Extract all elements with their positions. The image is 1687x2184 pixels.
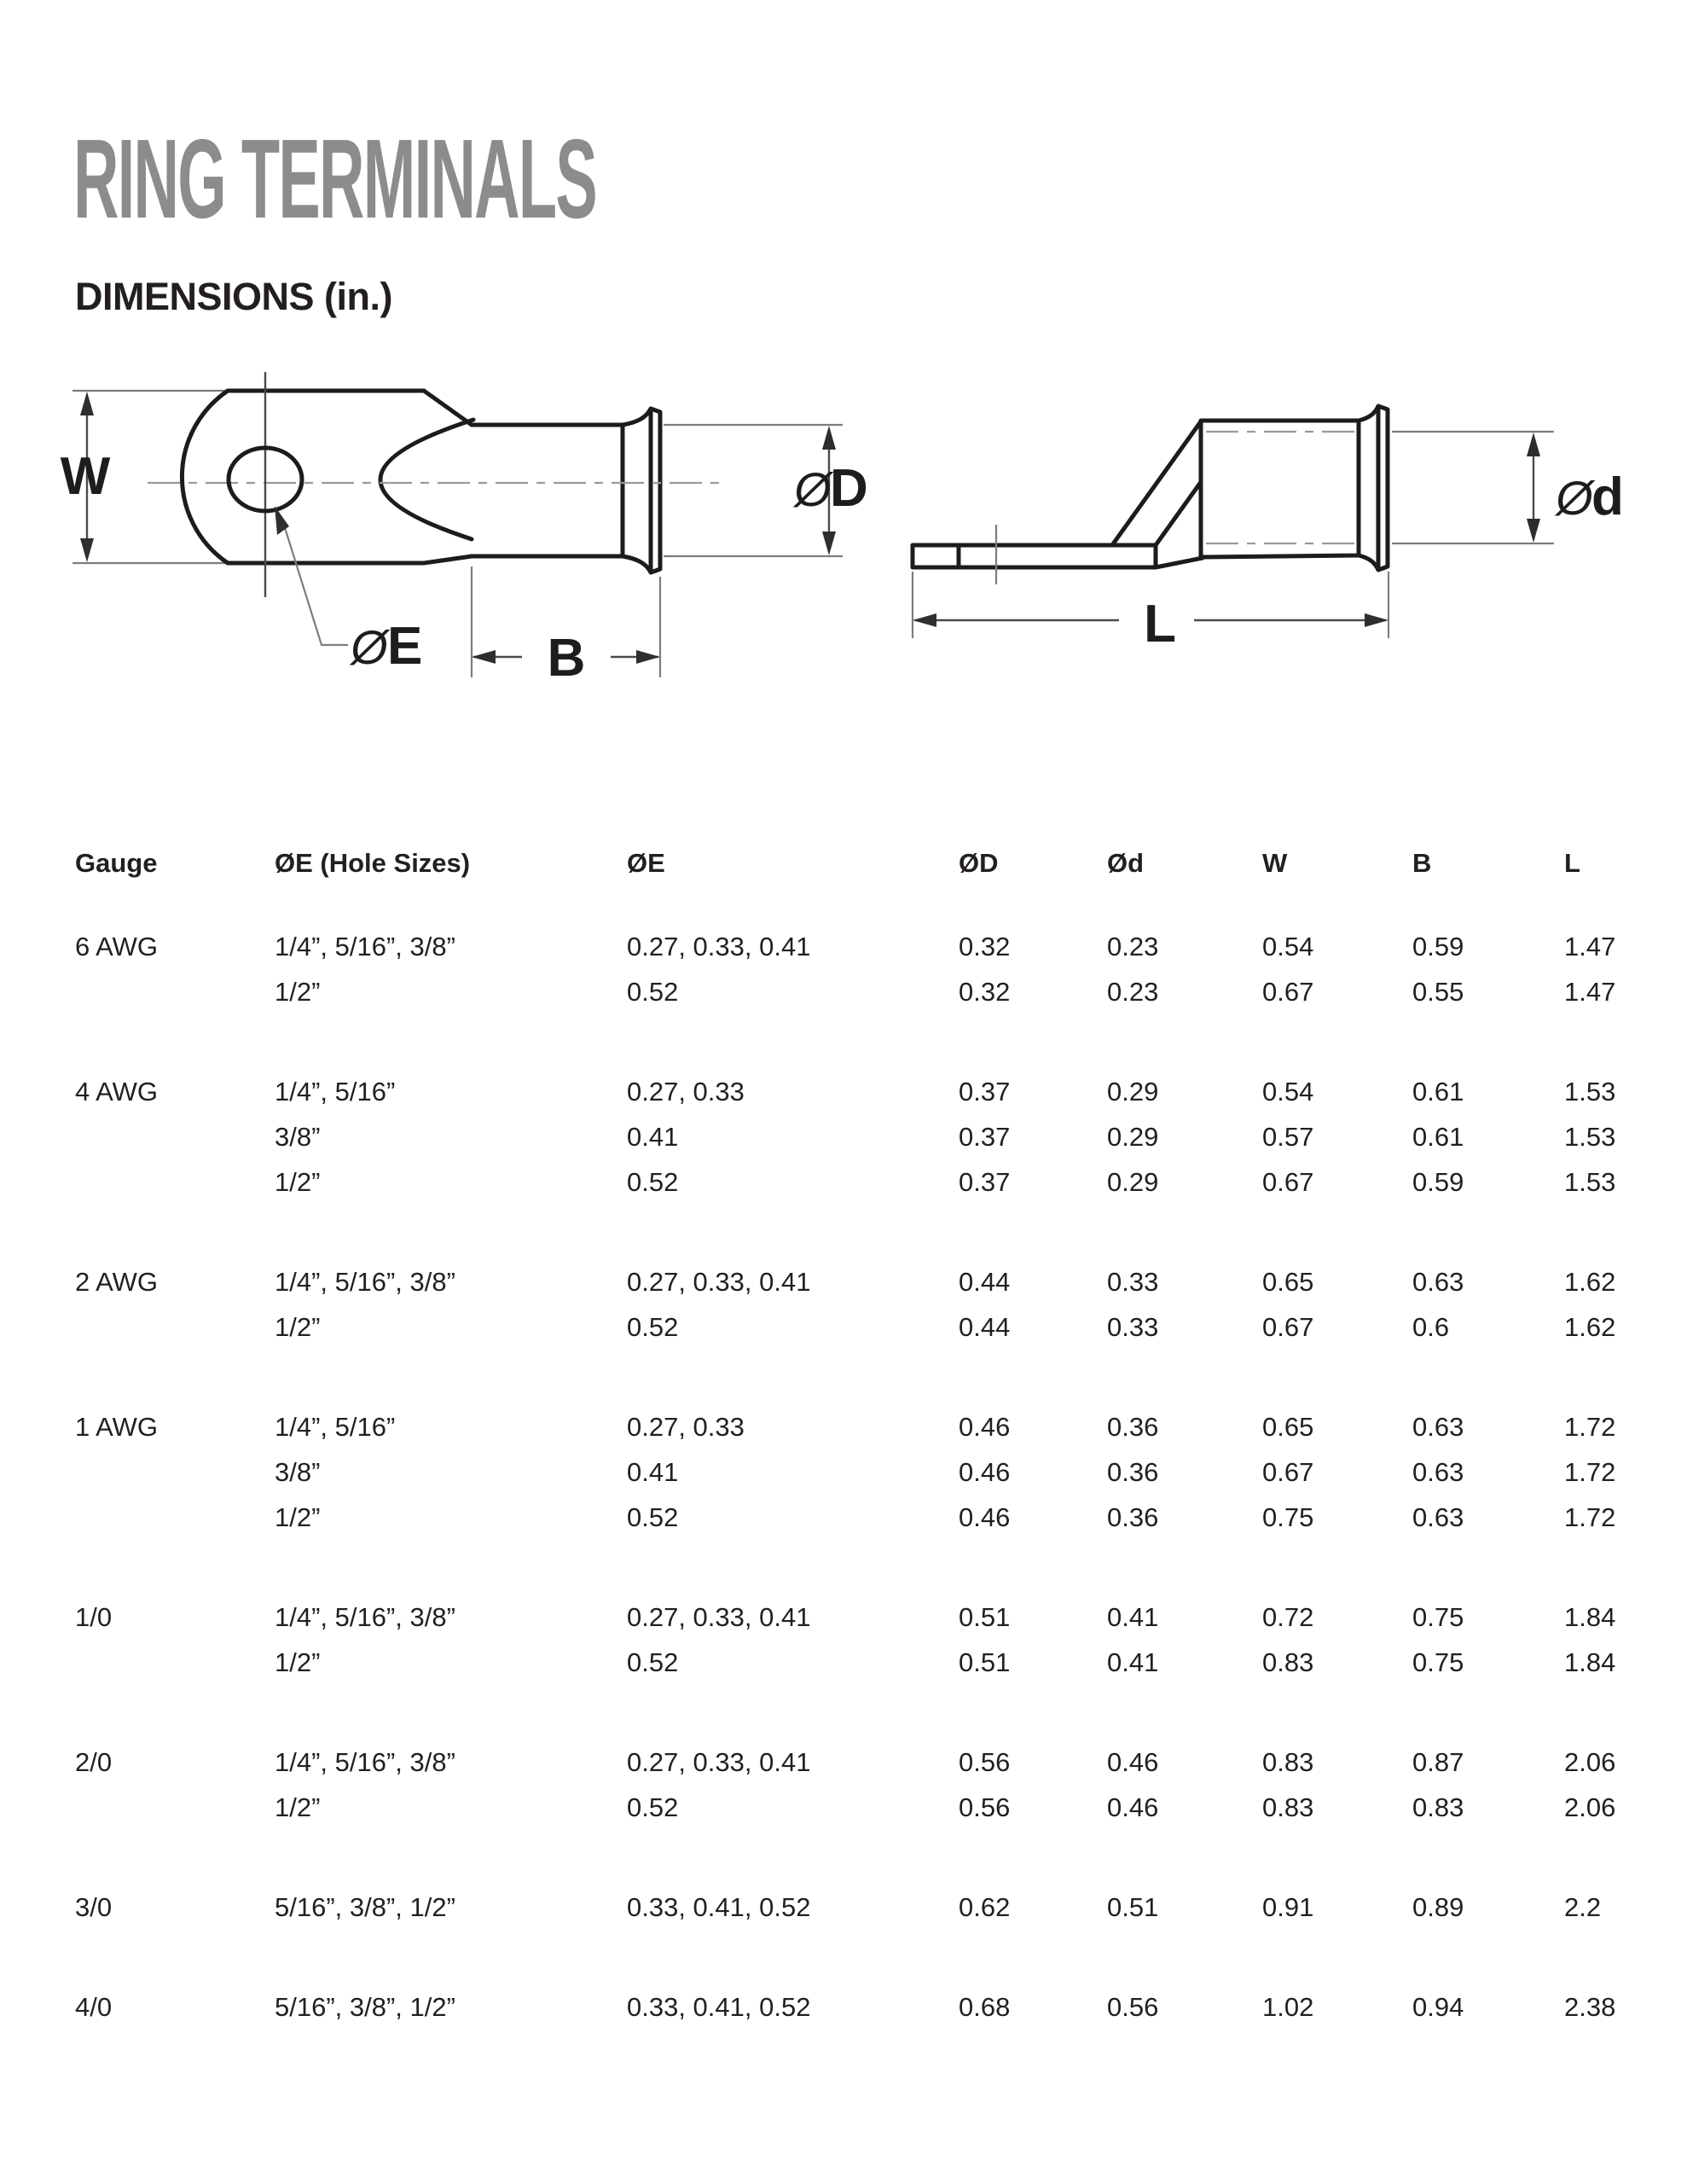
hole-diameter-label: E: [387, 617, 423, 676]
cell-od: 0.56: [959, 1747, 1011, 1777]
cell-w: 0.67: [1262, 1312, 1314, 1342]
cell-w: 0.72: [1262, 1602, 1314, 1632]
cell-w: 0.91: [1262, 1892, 1314, 1922]
gauge-group: [75, 1594, 1687, 1685]
cell-l: 1.84: [1564, 1647, 1616, 1677]
cell-oe: 0.27, 0.33, 0.41: [627, 932, 811, 961]
front-view-drawing: [61, 372, 868, 688]
cell-od-small: 0.29: [1107, 1122, 1159, 1152]
cell-b: 0.59: [1412, 932, 1464, 961]
cell-od: 0.68: [959, 1992, 1011, 2022]
cell-oe: 0.27, 0.33, 0.41: [627, 1267, 811, 1297]
column-header-hole-sizes: ØE (Hole Sizes): [275, 848, 471, 878]
table-body: [75, 924, 1687, 2030]
cell-oe: 0.33, 0.41, 0.52: [627, 1892, 811, 1922]
cell-w: 0.83: [1262, 1747, 1314, 1777]
cell-l: 2.06: [1564, 1792, 1616, 1822]
table-row: [75, 1785, 1687, 1830]
cell-od: 0.46: [959, 1457, 1011, 1487]
cell-od: 0.46: [959, 1502, 1011, 1532]
column-header-w: W: [1262, 848, 1288, 878]
cell-w: 0.54: [1262, 932, 1314, 961]
cell-od-small: 0.23: [1107, 932, 1159, 961]
wire-diameter-symbol: Ø: [1556, 471, 1593, 525]
cell-od-small: 0.29: [1107, 1167, 1159, 1197]
cell-hole-sizes: 1/2”: [275, 1167, 321, 1197]
table-row: [75, 1594, 1687, 1640]
table-row: [75, 1885, 1687, 1930]
cell-gauge: 3/0: [75, 1892, 113, 1922]
cell-od-small: 0.41: [1107, 1602, 1159, 1632]
cell-hole-sizes: 1/4”, 5/16”, 3/8”: [275, 1267, 455, 1297]
cell-od: 0.37: [959, 1122, 1011, 1152]
cell-gauge: 2 AWG: [75, 1267, 159, 1297]
table-row: [75, 1640, 1687, 1685]
barrel-diameter-label: D: [830, 459, 868, 518]
cell-b: 0.61: [1412, 1077, 1464, 1107]
cell-l: 1.53: [1564, 1077, 1616, 1107]
hole-diameter-symbol: Ø: [351, 620, 388, 674]
cell-od-small: 0.36: [1107, 1502, 1159, 1532]
cell-od-small: 0.33: [1107, 1312, 1159, 1342]
column-header-b: B: [1412, 848, 1432, 878]
cell-od-small: 0.41: [1107, 1647, 1159, 1677]
cell-b: 0.63: [1412, 1502, 1464, 1532]
cell-oe: 0.52: [627, 1502, 679, 1532]
cell-oe: 0.27, 0.33, 0.41: [627, 1747, 811, 1777]
cell-w: 0.57: [1262, 1122, 1314, 1152]
cell-w: 0.65: [1262, 1412, 1314, 1442]
cell-w: 0.65: [1262, 1267, 1314, 1297]
cell-oe: 0.41: [627, 1457, 679, 1487]
cell-w: 0.75: [1262, 1502, 1314, 1532]
barrel-length-label: B: [547, 629, 586, 688]
cell-od-small: 0.23: [1107, 977, 1159, 1007]
column-header-l: L: [1564, 848, 1580, 878]
cell-l: 2.06: [1564, 1747, 1616, 1777]
cell-gauge: 2/0: [75, 1747, 113, 1777]
cell-l: 1.47: [1564, 932, 1616, 961]
table-row: [75, 1259, 1687, 1304]
cell-w: 0.67: [1262, 977, 1314, 1007]
gauge-group: [75, 924, 1687, 1014]
cell-od: 0.37: [959, 1077, 1011, 1107]
cell-oe: 0.41: [627, 1122, 679, 1152]
gauge-group: [75, 1069, 1687, 1205]
cell-b: 0.75: [1412, 1602, 1464, 1632]
cell-oe: 0.27, 0.33: [627, 1077, 745, 1107]
table-row: [75, 1304, 1687, 1350]
cell-od-small: 0.51: [1107, 1892, 1159, 1922]
cell-l: 1.53: [1564, 1122, 1616, 1152]
gauge-group: [75, 1885, 1687, 1930]
cell-b: 0.61: [1412, 1122, 1464, 1152]
cell-hole-sizes: 5/16”, 3/8”, 1/2”: [275, 1892, 455, 1922]
cell-oe: 0.27, 0.33, 0.41: [627, 1602, 811, 1632]
dimensions-table: [75, 840, 1687, 2030]
cell-hole-sizes: 1/4”, 5/16”, 3/8”: [275, 1747, 455, 1777]
table-header-row: [75, 840, 1687, 886]
cell-w: 0.67: [1262, 1457, 1314, 1487]
cell-w: 0.54: [1262, 1077, 1314, 1107]
page-title: RING TERMINALS: [73, 116, 596, 241]
cell-od-small: 0.56: [1107, 1992, 1159, 2022]
width-dimension-label: W: [60, 447, 111, 506]
section-heading: DIMENSIONS (in.): [75, 275, 392, 318]
cell-b: 0.87: [1412, 1747, 1464, 1777]
cell-od: 0.56: [959, 1792, 1011, 1822]
barrel-diameter-symbol: Ø: [794, 462, 832, 516]
cell-b: 0.89: [1412, 1892, 1464, 1922]
cell-b: 0.75: [1412, 1647, 1464, 1677]
cell-l: 1.62: [1564, 1267, 1616, 1297]
cell-b: 0.63: [1412, 1267, 1464, 1297]
cell-b: 0.55: [1412, 977, 1464, 1007]
cell-hole-sizes: 1/2”: [275, 1312, 321, 1342]
column-header-oe: ØE: [627, 848, 665, 878]
cell-hole-sizes: 1/2”: [275, 1502, 321, 1532]
cell-gauge: 1 AWG: [75, 1412, 159, 1442]
gauge-group: [75, 1259, 1687, 1350]
cell-b: 0.59: [1412, 1167, 1464, 1197]
cell-hole-sizes: 3/8”: [275, 1122, 321, 1152]
cell-od-small: 0.46: [1107, 1747, 1159, 1777]
cell-od-small: 0.46: [1107, 1792, 1159, 1822]
table-row: [75, 924, 1687, 969]
cell-hole-sizes: 1/4”, 5/16”: [275, 1077, 396, 1107]
cell-hole-sizes: 1/4”, 5/16”: [275, 1412, 396, 1442]
cell-b: 0.83: [1412, 1792, 1464, 1822]
cell-l: 1.47: [1564, 977, 1616, 1007]
cell-hole-sizes: 5/16”, 3/8”, 1/2”: [275, 1992, 455, 2022]
cell-w: 0.67: [1262, 1167, 1314, 1197]
cell-w: 0.83: [1262, 1792, 1314, 1822]
cell-w: 1.02: [1262, 1992, 1314, 2022]
cell-od: 0.32: [959, 932, 1011, 961]
cell-gauge: 4 AWG: [75, 1077, 159, 1107]
cell-gauge: 4/0: [75, 1992, 113, 2022]
cell-od-small: 0.33: [1107, 1267, 1159, 1297]
overall-length-label: L: [1144, 595, 1176, 653]
cell-hole-sizes: 1/2”: [275, 977, 321, 1007]
column-header-od-small: Ød: [1107, 848, 1145, 878]
cell-hole-sizes: 3/8”: [275, 1457, 321, 1487]
table-row: [75, 1495, 1687, 1540]
table-row: [75, 1740, 1687, 1785]
cell-oe: 0.52: [627, 1647, 679, 1677]
gauge-group: [75, 1740, 1687, 1830]
cell-b: 0.63: [1412, 1412, 1464, 1442]
cell-od: 0.51: [959, 1647, 1011, 1677]
cell-hole-sizes: 1/2”: [275, 1792, 321, 1822]
column-header-od: ØD: [959, 848, 999, 878]
cell-od-small: 0.36: [1107, 1412, 1159, 1442]
cell-oe: 0.52: [627, 1167, 679, 1197]
cell-oe: 0.27, 0.33: [627, 1412, 745, 1442]
cell-od: 0.44: [959, 1312, 1011, 1342]
cell-gauge: 1/0: [75, 1602, 113, 1632]
table-row: [75, 1449, 1687, 1495]
gauge-group: [75, 1404, 1687, 1540]
column-header-gauge: Gauge: [75, 848, 158, 878]
cell-b: 0.6: [1412, 1312, 1450, 1342]
cell-od: 0.32: [959, 977, 1011, 1007]
gauge-group: [75, 1984, 1687, 2030]
cell-oe: 0.52: [627, 1792, 679, 1822]
cell-hole-sizes: 1/2”: [275, 1647, 321, 1677]
cell-od: 0.37: [959, 1167, 1011, 1197]
cell-od: 0.62: [959, 1892, 1011, 1922]
cell-b: 0.94: [1412, 1992, 1464, 2022]
cell-b: 0.63: [1412, 1457, 1464, 1487]
table-row: [75, 1159, 1687, 1205]
cell-gauge: 6 AWG: [75, 932, 159, 961]
cell-w: 0.83: [1262, 1647, 1314, 1677]
cell-l: 1.53: [1564, 1167, 1616, 1197]
cell-od: 0.46: [959, 1412, 1011, 1442]
cell-od-small: 0.29: [1107, 1077, 1159, 1107]
cell-hole-sizes: 1/4”, 5/16”, 3/8”: [275, 1602, 455, 1632]
cell-oe: 0.52: [627, 977, 679, 1007]
cell-od-small: 0.36: [1107, 1457, 1159, 1487]
cell-od: 0.51: [959, 1602, 1011, 1632]
cell-l: 2.38: [1564, 1992, 1616, 2022]
table-row: [75, 1404, 1687, 1449]
cell-l: 1.62: [1564, 1312, 1616, 1342]
table-row: [75, 969, 1687, 1014]
table-row: [75, 1069, 1687, 1114]
cell-oe: 0.33, 0.41, 0.52: [627, 1992, 811, 2022]
cell-l: 2.2: [1564, 1892, 1602, 1922]
cell-l: 1.84: [1564, 1602, 1616, 1632]
cell-l: 1.72: [1564, 1457, 1616, 1487]
table-row: [75, 1984, 1687, 2030]
cell-hole-sizes: 1/4”, 5/16”, 3/8”: [275, 932, 455, 961]
cell-oe: 0.52: [627, 1312, 679, 1342]
side-view-drawing: [913, 406, 1624, 653]
cell-l: 1.72: [1564, 1502, 1616, 1532]
cell-od: 0.44: [959, 1267, 1011, 1297]
cell-l: 1.72: [1564, 1412, 1616, 1442]
wire-diameter-label: d: [1591, 468, 1624, 526]
table-row: [75, 1114, 1687, 1159]
